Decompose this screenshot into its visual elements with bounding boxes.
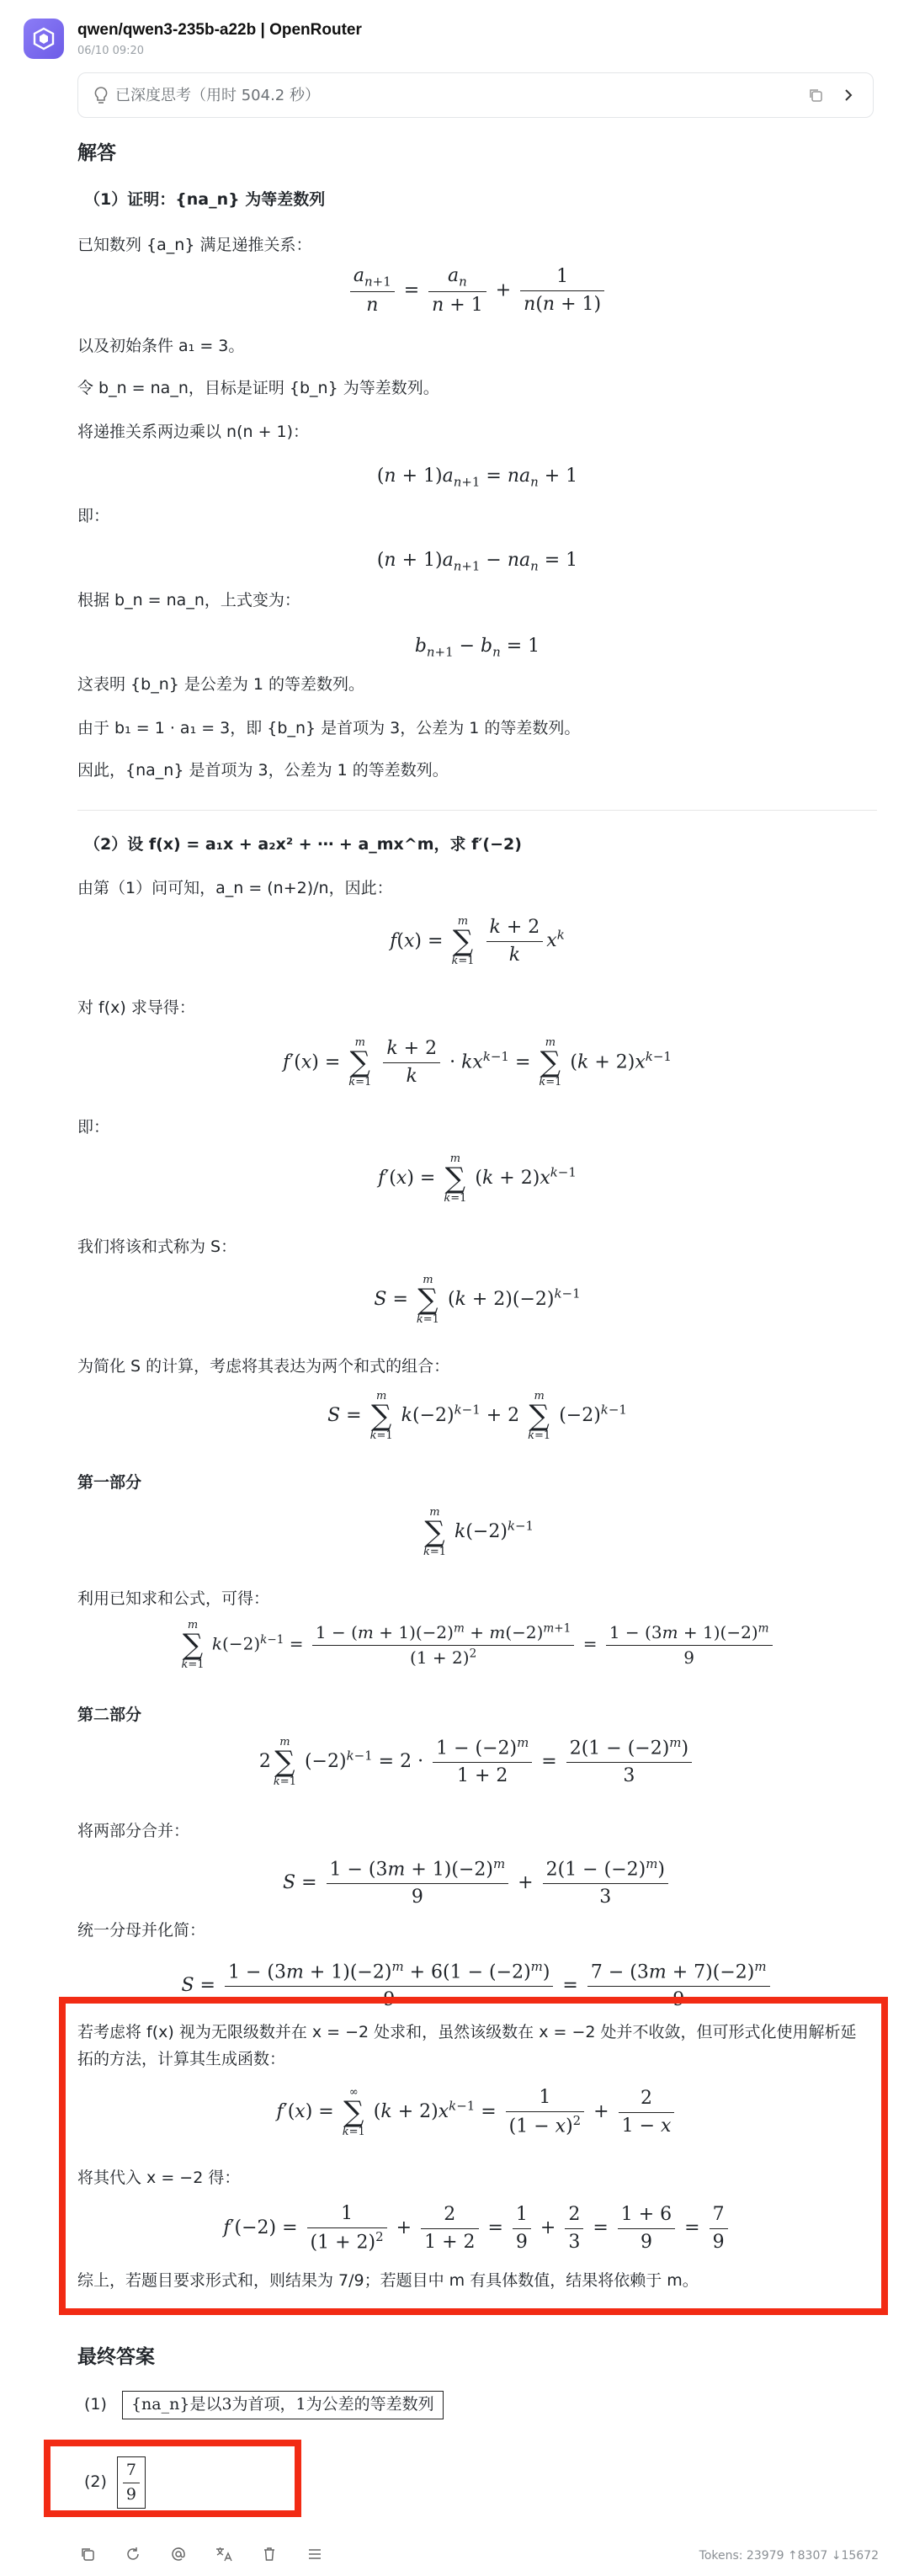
final-item-2-answer — [117, 2456, 146, 2509]
eq-generating-function: f′(x) = ∞ ∑ k=1 $(k + 2)x^{k-1}$ = $\frac{1}{(1 - x)^2}$ + $\frac{2}{1 - x}$ — [77, 2084, 877, 2140]
eq-unified: S = $\frac{1 - (3m + 1)(-2)^m + 6(1 - (-2)^m)}{9}$ = $\frac{7 - (3m + 7)(-2)^m}{9}$ — [77, 1958, 877, 1993]
part2-use-formula: 利用已知求和公式，可得： — [77, 1589, 270, 1608]
part1-let: 令 b_n = na_n，目标是证明 {b_n} 为等差数列。 — [77, 379, 439, 397]
final-item-2-numerator: 7 — [123, 2459, 140, 2483]
token-count: Tokens: 23979 ↑8307 ↓15672 — [699, 2549, 879, 2563]
part2-substitute: 将其代入 x = −2 得： — [77, 2169, 241, 2187]
eq-fprime: f′(x) = m ∑ k=1 $(k + 2)x^{k-1}$ — [378, 1152, 577, 1205]
final-item-1-answer: {na_n}是以3为首项，1为公差的等差数列 — [122, 2391, 444, 2419]
thinking-panel[interactable] — [77, 72, 874, 118]
part2-first-part: 第一部分 — [77, 1473, 142, 1492]
part1-given: 已知数列 {a_n} 满足递推关系： — [77, 236, 312, 254]
copy-icon[interactable] — [77, 2544, 98, 2564]
eq-fprime-derivation: f′(x) = m ∑ k=1 $\frac{k + 2}{k}$ · $kx^{k-1}$ = m ∑ k=1 $(k + 2)x^{k-1}$ — [283, 1036, 672, 1089]
part1-ie: 即： — [77, 507, 110, 525]
part2-call-s: 我们将该和式称为 S： — [77, 1237, 237, 1256]
eq-f-sum: f(x) = m ∑ k=1 $\frac{k + 2}{k}$ $x^k$ — [390, 915, 565, 968]
eq-first-part: m ∑ k=1 $k(-2)^{k-1}$ — [423, 1506, 534, 1558]
recurrence-formula: $\frac{a_{n+1}}{n}$ = $\frac{a_n}{n + 1}$ + $\frac{1}{n(n + 1)}$ — [77, 263, 877, 319]
part2-ie: 即： — [77, 1118, 110, 1136]
final-heading: 最终答案 — [77, 2346, 155, 2368]
part2-conclusion: 综上，若题目要求形式和，则结果为 7/9；若题目中 m 有具体数值，结果将依赖于 m。 — [77, 2271, 699, 2290]
chat-title: qwen/qwen3-235b-a22b | OpenRouter — [77, 21, 362, 39]
part2-merge: 将两部分合并： — [77, 1822, 190, 1840]
final-item-2-label: (2) — [84, 2472, 107, 2492]
eq-b-difference: $b_{n+1} - b_n = 1$ — [414, 636, 540, 660]
lightbulb-icon — [93, 86, 109, 106]
trash-icon[interactable] — [259, 2544, 279, 2564]
message-toolbar — [77, 2544, 325, 2564]
part2-unify: 统一分母并化简： — [77, 1921, 206, 1940]
eq-first-part-sum: m ∑ k=1 $k(-2)^{k-1}$ = $\frac{1 - (m + 1)(-2)^m + m(-2)^{m+1}}{(1 + 2)^2}$ = $\frac{1 - (3m + 1)(-2)^m}{9}$ — [77, 1620, 877, 1670]
openrouter-logo-icon — [31, 26, 56, 51]
part2-from-part1: 由第（1）问可知，a_n = (n+2)/n，因此： — [77, 879, 393, 897]
eq-merged: S = $\frac{1 - (3m + 1)(-2)^m}{9}$ + $\frac{2(1 - (-2)^m)}{3}$ — [77, 1855, 877, 1911]
answer-heading: 解答 — [77, 142, 116, 164]
part2-consider: 若考虑将 f(x) 视为无限级数并在 x = −2 处求和，虽然该级数在 x = −2 处并不收敛，但可形式化使用解析延拓的方法，计算其生成函数： — [77, 2023, 857, 2069]
final-item-1 — [84, 2391, 444, 2419]
chat-timestamp: 06/10 09:20 — [77, 45, 145, 57]
eq-difference: $(n + 1)a_{n+1} - na_n = 1$ — [376, 550, 578, 574]
part1-therefore: 因此，{na_n} 是首项为 3，公差为 1 的等差数列。 — [77, 761, 449, 780]
part2-second-part: 第二部分 — [77, 1706, 142, 1724]
section-divider — [77, 810, 877, 811]
part1-initial: 以及初始条件 a₁ = 3。 — [77, 337, 245, 355]
at-icon[interactable] — [168, 2544, 189, 2564]
part2-differentiate: 对 f(x) 求导得： — [77, 998, 195, 1017]
thinking-label: 已深度思考（用时 504.2 秒） — [115, 87, 320, 104]
final-item-1-label: (1) — [84, 2395, 107, 2414]
eq-substituted: f′(−2) = $\frac{1}{(1 + 2)^2}$ + $\frac{2}{1 + 2}$ = $\frac{1}{9}$ + $\frac{2}{3}$ = $\frac{1 + 6}{9}$ = $\frac{7}{9}$ — [77, 2201, 877, 2256]
final-item-2 — [84, 2456, 146, 2509]
copy-icon[interactable] — [807, 87, 824, 104]
part1-heading: （1）证明：{na_n} 为等差数列 — [84, 190, 326, 209]
part1-multiply: 将递推关系两边乘以 n(n + 1)： — [77, 423, 310, 441]
eq-s-split: S = m ∑ k=1 $k(-2)^{k-1} + 2$ m ∑ k=1 $(-2)^{k-1}$ — [327, 1390, 627, 1442]
chevron-right-icon[interactable] — [839, 86, 858, 104]
app-logo — [24, 19, 64, 59]
part2-simplify: 为简化 S 的计算，考虑将其表达为两个和式的组合： — [77, 1357, 450, 1376]
part2-heading: （2）设 f(x) = a₁x + a₂x² + ⋯ + a_mx^m，求 f′(−2) — [84, 835, 522, 854]
part1-since: 由于 b₁ = 1 · a₁ = 3，即 {b_n} 是首项为 3，公差为 1 的等差数列。 — [77, 719, 581, 737]
eq-multiplied: $(n + 1)a_{n+1} = na_n + 1$ — [376, 466, 578, 490]
part1-shows: 这表明 {b_n} 是公差为 1 的等差数列。 — [77, 675, 365, 694]
refresh-icon[interactable] — [123, 2544, 143, 2564]
translate-icon[interactable] — [214, 2544, 234, 2564]
final-item-2-denominator: 9 — [125, 2484, 137, 2504]
highlight-box-final-answer-2 — [44, 2440, 301, 2517]
menu-icon[interactable] — [305, 2544, 325, 2564]
eq-s: S = m ∑ k=1 $(k + 2)(-2)^{k-1}$ — [374, 1274, 581, 1326]
part1-by-b: 根据 b_n = na_n，上式变为： — [77, 591, 300, 609]
eq-second-part: 2 m ∑ k=1 $(-2)^{k-1} = 2$ · $\frac{1 - (-2)^m}{1 + 2}$ = $\frac{2(1 - (-2)^m)}{3}$ — [77, 1734, 877, 1790]
